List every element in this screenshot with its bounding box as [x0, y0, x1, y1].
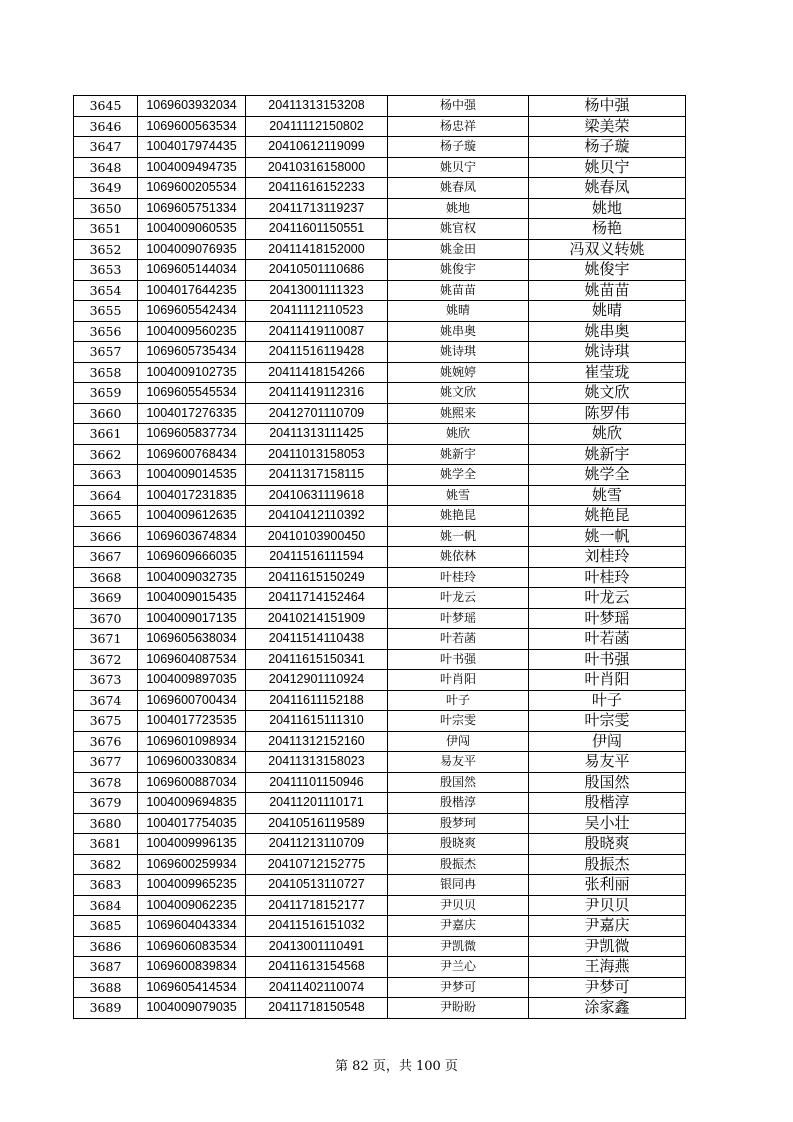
- name-cell: 叶桂玲: [388, 567, 529, 588]
- name-check-cell: 姚串奥: [529, 321, 686, 342]
- candidate-id-cell: 1004009076935: [138, 239, 246, 260]
- table-row: [74, 998, 686, 1019]
- table-row: [74, 424, 686, 445]
- name-check-cell: 姚学全: [529, 465, 686, 486]
- table-row: [74, 547, 686, 568]
- name-cell: 姚官权: [388, 219, 529, 240]
- table-row: [74, 465, 686, 486]
- row-number-cell: 3684: [74, 895, 138, 916]
- name-cell: 叶子: [388, 690, 529, 711]
- registration-no-cell: 20411313111425: [246, 424, 388, 445]
- name-check-cell: 姚一帆: [529, 526, 686, 547]
- row-number-cell: 3667: [74, 547, 138, 568]
- registration-no-cell: 20411402110074: [246, 977, 388, 998]
- candidate-id-cell: 1069601098934: [138, 731, 246, 752]
- candidate-id-cell: 1069604087534: [138, 649, 246, 670]
- name-cell: 伊闯: [388, 731, 529, 752]
- name-check-cell: 殷国然: [529, 772, 686, 793]
- candidate-id-cell: 1004017723535: [138, 711, 246, 732]
- row-number-cell: 3658: [74, 362, 138, 383]
- candidate-id-cell: 1004009032735: [138, 567, 246, 588]
- candidate-id-cell: 1069600563534: [138, 116, 246, 137]
- table-row: [74, 793, 686, 814]
- table-row: [74, 670, 686, 691]
- table-row: [74, 116, 686, 137]
- candidate-id-cell: 1004009015435: [138, 588, 246, 609]
- row-number-cell: 3655: [74, 301, 138, 322]
- candidate-id-cell: 1004009996135: [138, 834, 246, 855]
- name-check-cell: 冯双义转姚: [529, 239, 686, 260]
- table-row: [74, 362, 686, 383]
- row-number-cell: 3652: [74, 239, 138, 260]
- name-cell: 姚地: [388, 198, 529, 219]
- name-check-cell: 姚艳昆: [529, 506, 686, 527]
- registration-no-cell: 20411013158053: [246, 444, 388, 465]
- name-check-cell: 尹贝贝: [529, 895, 686, 916]
- registration-no-cell: 20411313153208: [246, 96, 388, 117]
- candidate-id-cell: 1004009494735: [138, 157, 246, 178]
- row-number-cell: 3675: [74, 711, 138, 732]
- table-row: [74, 444, 686, 465]
- row-number-cell: 3651: [74, 219, 138, 240]
- registration-no-cell: 20411613154568: [246, 957, 388, 978]
- candidate-id-cell: 1004009062235: [138, 895, 246, 916]
- name-check-cell: 叶桂玲: [529, 567, 686, 588]
- row-number-cell: 3671: [74, 629, 138, 650]
- table-row: [74, 936, 686, 957]
- registration-no-cell: 20411718150548: [246, 998, 388, 1019]
- registration-no-cell: 20411514110438: [246, 629, 388, 650]
- roster-table: [73, 95, 686, 1019]
- table-row: [74, 649, 686, 670]
- row-number-cell: 3648: [74, 157, 138, 178]
- candidate-id-cell: 1004017276335: [138, 403, 246, 424]
- candidate-id-cell: 1004009694835: [138, 793, 246, 814]
- table-row: [74, 834, 686, 855]
- name-check-cell: 张利丽: [529, 875, 686, 896]
- table-row: [74, 916, 686, 937]
- name-check-cell: 姚贝宁: [529, 157, 686, 178]
- name-cell: 姚艳昆: [388, 506, 529, 527]
- row-number-cell: 3646: [74, 116, 138, 137]
- name-cell: 姚婉婷: [388, 362, 529, 383]
- candidate-id-cell: 1004009102735: [138, 362, 246, 383]
- registration-no-cell: 20411312152160: [246, 731, 388, 752]
- table-row: [74, 198, 686, 219]
- candidate-id-cell: 1004009965235: [138, 875, 246, 896]
- row-number-cell: 3688: [74, 977, 138, 998]
- name-check-cell: 殷振杰: [529, 854, 686, 875]
- row-number-cell: 3660: [74, 403, 138, 424]
- row-number-cell: 3670: [74, 608, 138, 629]
- registration-no-cell: 20410501110686: [246, 260, 388, 281]
- name-cell: 姚一帆: [388, 526, 529, 547]
- candidate-id-cell: 1069600839834: [138, 957, 246, 978]
- table-row: [74, 567, 686, 588]
- name-check-cell: 姚新宇: [529, 444, 686, 465]
- candidate-id-cell: 1069605638034: [138, 629, 246, 650]
- candidate-id-cell: 1069600700434: [138, 690, 246, 711]
- candidate-id-cell: 1069605735434: [138, 342, 246, 363]
- name-cell: 尹兰心: [388, 957, 529, 978]
- registration-no-cell: 20411615150249: [246, 567, 388, 588]
- table-row: [74, 157, 686, 178]
- name-check-cell: 姚晴: [529, 301, 686, 322]
- name-check-cell: 姚俊宇: [529, 260, 686, 281]
- name-check-cell: 杨子璇: [529, 137, 686, 158]
- name-check-cell: 叶子: [529, 690, 686, 711]
- name-cell: 叶宗雯: [388, 711, 529, 732]
- candidate-id-cell: 1069604043334: [138, 916, 246, 937]
- name-check-cell: 姚雪: [529, 485, 686, 506]
- name-check-cell: 叶肖阳: [529, 670, 686, 691]
- row-number-cell: 3656: [74, 321, 138, 342]
- name-cell: 尹盼盼: [388, 998, 529, 1019]
- registration-no-cell: 20411616152233: [246, 178, 388, 199]
- name-check-cell: 姚地: [529, 198, 686, 219]
- name-check-cell: 姚春凤: [529, 178, 686, 199]
- name-cell: 殷晓爽: [388, 834, 529, 855]
- name-cell: 殷楷淳: [388, 793, 529, 814]
- name-cell: 姚晴: [388, 301, 529, 322]
- registration-no-cell: 20411112150802: [246, 116, 388, 137]
- candidate-id-cell: 1069600330834: [138, 752, 246, 773]
- candidate-id-cell: 1004017754035: [138, 813, 246, 834]
- name-check-cell: 姚文欣: [529, 383, 686, 404]
- row-number-cell: 3663: [74, 465, 138, 486]
- registration-no-cell: 20410612119099: [246, 137, 388, 158]
- table-row: [74, 957, 686, 978]
- candidate-id-cell: 1004009560235: [138, 321, 246, 342]
- name-check-cell: 尹梦可: [529, 977, 686, 998]
- table-row: [74, 854, 686, 875]
- name-check-cell: 叶梦瑶: [529, 608, 686, 629]
- name-cell: 易友平: [388, 752, 529, 773]
- name-cell: 姚诗琪: [388, 342, 529, 363]
- candidate-id-cell: 1004017974435: [138, 137, 246, 158]
- row-number-cell: 3647: [74, 137, 138, 158]
- registration-no-cell: 20411213110709: [246, 834, 388, 855]
- name-check-cell: 姚欣: [529, 424, 686, 445]
- name-cell: 姚俊宇: [388, 260, 529, 281]
- row-number-cell: 3659: [74, 383, 138, 404]
- registration-no-cell: 20411418152000: [246, 239, 388, 260]
- table-row: [74, 383, 686, 404]
- name-check-cell: 叶若菡: [529, 629, 686, 650]
- registration-no-cell: 20411419110087: [246, 321, 388, 342]
- registration-no-cell: 20410103900450: [246, 526, 388, 547]
- name-cell: 殷梦珂: [388, 813, 529, 834]
- name-cell: 叶若菡: [388, 629, 529, 650]
- registration-no-cell: 20410712152775: [246, 854, 388, 875]
- row-number-cell: 3685: [74, 916, 138, 937]
- name-cell: 尹贝贝: [388, 895, 529, 916]
- name-check-cell: 叶龙云: [529, 588, 686, 609]
- row-number-cell: 3686: [74, 936, 138, 957]
- candidate-id-cell: 1069605545534: [138, 383, 246, 404]
- table-row: [74, 629, 686, 650]
- table-row: [74, 526, 686, 547]
- table-row: [74, 608, 686, 629]
- name-cell: 尹嘉庆: [388, 916, 529, 937]
- row-number-cell: 3677: [74, 752, 138, 773]
- name-cell: 姚新宇: [388, 444, 529, 465]
- table-row: [74, 977, 686, 998]
- table-row: [74, 260, 686, 281]
- registration-no-cell: 20411418154266: [246, 362, 388, 383]
- registration-no-cell: 20411419112316: [246, 383, 388, 404]
- name-check-cell: 姚诗琪: [529, 342, 686, 363]
- name-cell: 姚雪: [388, 485, 529, 506]
- candidate-id-cell: 1004017644235: [138, 280, 246, 301]
- name-check-cell: 姚苗苗: [529, 280, 686, 301]
- name-cell: 姚熙来: [388, 403, 529, 424]
- candidate-id-cell: 1069605837734: [138, 424, 246, 445]
- name-check-cell: 王海燕: [529, 957, 686, 978]
- registration-no-cell: 20410412110392: [246, 506, 388, 527]
- table-row: [74, 813, 686, 834]
- table-row: [74, 239, 686, 260]
- table-row: [74, 731, 686, 752]
- row-number-cell: 3650: [74, 198, 138, 219]
- table-row: [74, 96, 686, 117]
- name-cell: 叶肖阳: [388, 670, 529, 691]
- row-number-cell: 3679: [74, 793, 138, 814]
- name-check-cell: 殷晓爽: [529, 834, 686, 855]
- name-cell: 姚贝宁: [388, 157, 529, 178]
- registration-no-cell: 20411516111594: [246, 547, 388, 568]
- name-check-cell: 叶书强: [529, 649, 686, 670]
- row-number-cell: 3668: [74, 567, 138, 588]
- row-number-cell: 3689: [74, 998, 138, 1019]
- name-check-cell: 陈罗伟: [529, 403, 686, 424]
- candidate-id-cell: 1069600887034: [138, 772, 246, 793]
- name-cell: 姚文欣: [388, 383, 529, 404]
- registration-no-cell: 20412701110709: [246, 403, 388, 424]
- name-cell: 姚串奥: [388, 321, 529, 342]
- name-check-cell: 尹凯微: [529, 936, 686, 957]
- row-number-cell: 3664: [74, 485, 138, 506]
- registration-no-cell: 20411713119237: [246, 198, 388, 219]
- registration-no-cell: 20411317158115: [246, 465, 388, 486]
- row-number-cell: 3680: [74, 813, 138, 834]
- candidate-id-cell: 1004009612635: [138, 506, 246, 527]
- registration-no-cell: 20413001111323: [246, 280, 388, 301]
- name-cell: 杨忠祥: [388, 116, 529, 137]
- row-number-cell: 3683: [74, 875, 138, 896]
- registration-no-cell: 20411516119428: [246, 342, 388, 363]
- table-row: [74, 588, 686, 609]
- name-check-cell: 易友平: [529, 752, 686, 773]
- candidate-id-cell: 1004009014535: [138, 465, 246, 486]
- row-number-cell: 3669: [74, 588, 138, 609]
- name-cell: 殷国然: [388, 772, 529, 793]
- registration-no-cell: 20410513110727: [246, 875, 388, 896]
- row-number-cell: 3676: [74, 731, 138, 752]
- row-number-cell: 3645: [74, 96, 138, 117]
- name-check-cell: 伊闯: [529, 731, 686, 752]
- registration-no-cell: 20411112110523: [246, 301, 388, 322]
- row-number-cell: 3682: [74, 854, 138, 875]
- table-row: [74, 875, 686, 896]
- registration-no-cell: 20411313158023: [246, 752, 388, 773]
- name-check-cell: 崔莹珑: [529, 362, 686, 383]
- name-cell: 姚依林: [388, 547, 529, 568]
- row-number-cell: 3649: [74, 178, 138, 199]
- name-cell: 姚学全: [388, 465, 529, 486]
- name-check-cell: 涂家鑫: [529, 998, 686, 1019]
- candidate-id-cell: 1069600205534: [138, 178, 246, 199]
- name-check-cell: 吴小壮: [529, 813, 686, 834]
- row-number-cell: 3678: [74, 772, 138, 793]
- table-row: [74, 711, 686, 732]
- registration-no-cell: 20411611152188: [246, 690, 388, 711]
- name-check-cell: 刘桂玲: [529, 547, 686, 568]
- row-number-cell: 3672: [74, 649, 138, 670]
- name-cell: 姚金田: [388, 239, 529, 260]
- row-number-cell: 3653: [74, 260, 138, 281]
- name-cell: 尹梦可: [388, 977, 529, 998]
- candidate-id-cell: 1069605751334: [138, 198, 246, 219]
- table-row: [74, 485, 686, 506]
- table-row: [74, 178, 686, 199]
- name-check-cell: 杨中强: [529, 96, 686, 117]
- candidate-id-cell: 1004009897035: [138, 670, 246, 691]
- candidate-id-cell: 1069606083534: [138, 936, 246, 957]
- name-check-cell: 尹嘉庆: [529, 916, 686, 937]
- candidate-id-cell: 1004009017135: [138, 608, 246, 629]
- table-row: [74, 301, 686, 322]
- name-cell: 姚欣: [388, 424, 529, 445]
- name-check-cell: 殷楷淳: [529, 793, 686, 814]
- registration-no-cell: 20412901110924: [246, 670, 388, 691]
- table-row: [74, 506, 686, 527]
- registration-no-cell: 20410631119618: [246, 485, 388, 506]
- registration-no-cell: 20411516151032: [246, 916, 388, 937]
- table-row: [74, 772, 686, 793]
- registration-no-cell: 20411101150946: [246, 772, 388, 793]
- name-cell: 叶梦瑶: [388, 608, 529, 629]
- registration-no-cell: 20411601150551: [246, 219, 388, 240]
- name-cell: 姚苗苗: [388, 280, 529, 301]
- candidate-id-cell: 1069605542434: [138, 301, 246, 322]
- row-number-cell: 3661: [74, 424, 138, 445]
- row-number-cell: 3654: [74, 280, 138, 301]
- registration-no-cell: 20413001110491: [246, 936, 388, 957]
- name-cell: 叶书强: [388, 649, 529, 670]
- registration-no-cell: 20410316158000: [246, 157, 388, 178]
- candidate-id-cell: 1069603932034: [138, 96, 246, 117]
- row-number-cell: 3673: [74, 670, 138, 691]
- row-number-cell: 3662: [74, 444, 138, 465]
- registration-no-cell: 20410516119589: [246, 813, 388, 834]
- candidate-id-cell: 1069600768434: [138, 444, 246, 465]
- name-check-cell: 叶宗雯: [529, 711, 686, 732]
- candidate-id-cell: 1069605414534: [138, 977, 246, 998]
- table-row: [74, 895, 686, 916]
- registration-no-cell: 20411714152464: [246, 588, 388, 609]
- row-number-cell: 3674: [74, 690, 138, 711]
- candidate-id-cell: 1004017231835: [138, 485, 246, 506]
- table-row: [74, 752, 686, 773]
- registration-no-cell: 20411615111310: [246, 711, 388, 732]
- registration-no-cell: 20411615150341: [246, 649, 388, 670]
- table-row: [74, 403, 686, 424]
- row-number-cell: 3687: [74, 957, 138, 978]
- row-number-cell: 3681: [74, 834, 138, 855]
- candidate-id-cell: 1069603674834: [138, 526, 246, 547]
- table-row: [74, 321, 686, 342]
- name-cell: 杨中强: [388, 96, 529, 117]
- name-cell: 姚春凤: [388, 178, 529, 199]
- candidate-id-cell: 1069605144034: [138, 260, 246, 281]
- name-check-cell: 杨艳: [529, 219, 686, 240]
- row-number-cell: 3665: [74, 506, 138, 527]
- name-cell: 银同冉: [388, 875, 529, 896]
- candidate-id-cell: 1004009079035: [138, 998, 246, 1019]
- name-cell: 叶龙云: [388, 588, 529, 609]
- name-check-cell: 梁美荣: [529, 116, 686, 137]
- row-number-cell: 3657: [74, 342, 138, 363]
- page-footer: 第 82 页，共 100 页: [335, 1059, 458, 1074]
- candidate-id-cell: 1069609666035: [138, 547, 246, 568]
- candidate-id-cell: 1004009060535: [138, 219, 246, 240]
- table-row: [74, 342, 686, 363]
- registration-no-cell: 20411718152177: [246, 895, 388, 916]
- table-row: [74, 690, 686, 711]
- name-cell: 杨子璇: [388, 137, 529, 158]
- table-row: [74, 280, 686, 301]
- registration-no-cell: 20410214151909: [246, 608, 388, 629]
- row-number-cell: 3666: [74, 526, 138, 547]
- name-cell: 尹凯微: [388, 936, 529, 957]
- table-row: [74, 219, 686, 240]
- name-cell: 殷振杰: [388, 854, 529, 875]
- candidate-id-cell: 1069600259934: [138, 854, 246, 875]
- table-row: [74, 137, 686, 158]
- registration-no-cell: 20411201110171: [246, 793, 388, 814]
